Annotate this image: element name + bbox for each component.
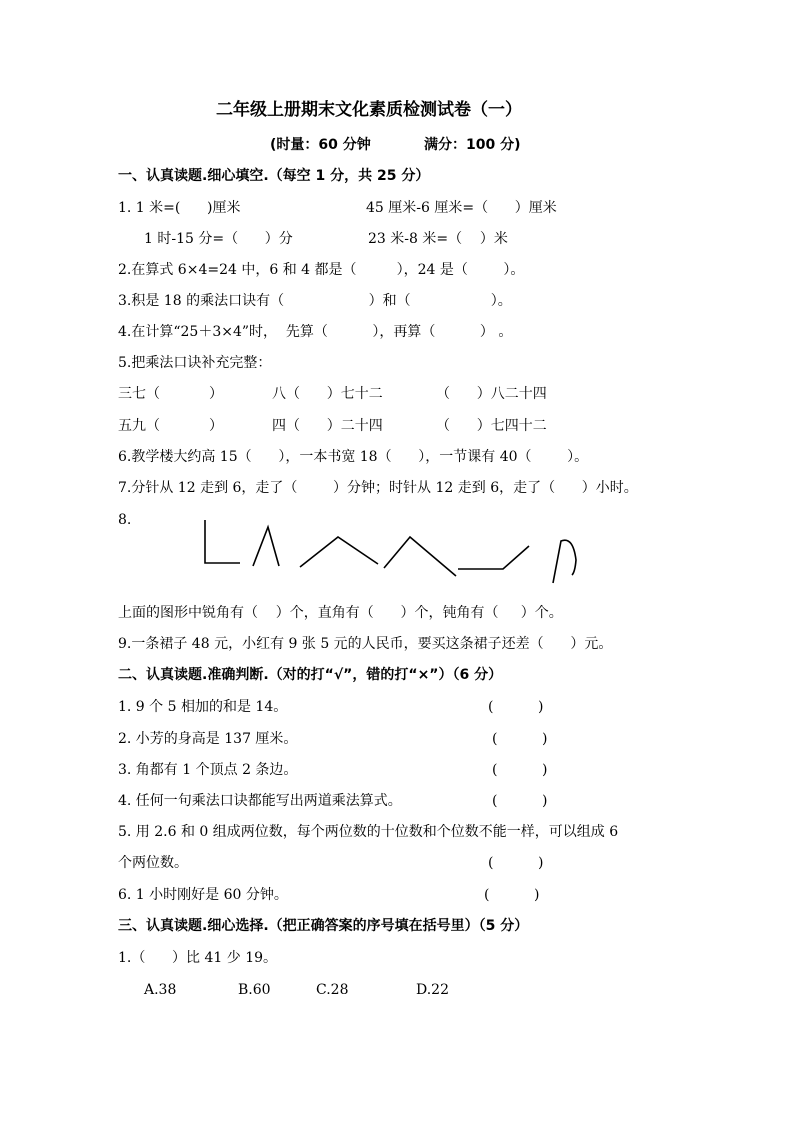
q1a: 1. 1 米=( )厘米 xyxy=(118,200,241,216)
q2: 2.在算式 6×4=24 中，6 和 4 都是（ ），24 是（ ）。 xyxy=(118,262,525,278)
q4: 4.在计算“25＋3×4”时， 先算（ ），再算（ ） 。 xyxy=(118,324,513,340)
judge-6: 6. 1 小时刚好是 60 分钟。 xyxy=(118,887,288,903)
q5-row2-b: 四（ ）二十四 xyxy=(272,418,383,434)
page-title: 二年级上册期末文化素质检测试卷（一） xyxy=(216,100,522,120)
angle-acute xyxy=(253,527,279,566)
q8-text: 上面的图形中锐角有（ ）个，直角有（ ）个，钝角有（ ）个。 xyxy=(118,605,563,621)
judge-1: 1. 9 个 5 相加的和是 14。 xyxy=(118,699,288,715)
q7: 7.分针从 12 走到 6，走了（ ）分钟；时针从 12 走到 6，走了（ ）小时。 xyxy=(118,480,638,496)
angle-obtuse-3 xyxy=(458,546,529,569)
option-b: B.60 xyxy=(238,982,271,998)
angle-obtuse-1 xyxy=(300,537,378,567)
option-d: D.22 xyxy=(416,982,449,998)
q3: 3.积是 18 的乘法口诀有（ ）和（ ）。 xyxy=(118,293,512,309)
option-c: C.28 xyxy=(316,982,349,998)
q5-row1-c: （ ）八二十四 xyxy=(436,386,547,402)
judge-1-paren: ( ) xyxy=(488,699,544,715)
q1b: 45 厘米-6 厘米=（ ）厘米 xyxy=(366,200,557,216)
time-limit: (时量：60 分钟 xyxy=(270,137,371,153)
judge-5-cont: 个两位数。 xyxy=(118,855,188,871)
angle-curved xyxy=(553,540,576,583)
angle-obtuse-2 xyxy=(384,537,456,576)
judge-5-paren: ( ) xyxy=(488,855,544,871)
judge-2: 2. 小芳的身高是 137 厘米。 xyxy=(118,731,298,747)
judge-3-paren: ( ) xyxy=(492,762,548,778)
judge-4-paren: ( ) xyxy=(492,793,548,809)
section3-heading: 三、认真读题.细心选择.（把正确答案的序号填在括号里）（5 分） xyxy=(118,918,529,934)
total-score: 满分：100 分) xyxy=(424,137,521,153)
q5-row1-a: 三七（ ） xyxy=(118,386,223,402)
q1d: 23 米-8 米=（ ）米 xyxy=(368,231,508,247)
angle-right xyxy=(205,520,240,563)
q5-row1-b: 八（ ）七十二 xyxy=(272,386,383,402)
option-a: A.38 xyxy=(144,982,177,998)
section1-heading: 一、认真读题.细心填空.（每空 1 分，共 25 分） xyxy=(118,168,430,184)
judge-5: 5. 用 2.6 和 0 组成两位数，每个两位数的十位数和个位数不能一样，可以组成 6 xyxy=(118,824,619,840)
q8-label: 8. xyxy=(118,512,132,528)
judge-6-paren: ( ) xyxy=(484,887,540,903)
q5: 5.把乘法口诀补充完整： xyxy=(118,355,272,371)
q5-row2-a: 五九（ ） xyxy=(118,418,223,434)
judge-2-paren: ( ) xyxy=(492,731,548,747)
choice-1: 1.（ ）比 41 少 19。 xyxy=(118,950,278,966)
q5-row2-c: （ ）七四十二 xyxy=(436,418,547,434)
section2-heading: 二、认真读题.准确判断.（对的打“√”，错的打“×”）（6 分） xyxy=(118,667,503,683)
q6: 6.教学楼大约高 15（ ），一本书宽 18（ ），一节课有 40（ ）。 xyxy=(118,449,589,465)
judge-4: 4. 任何一句乘法口诀都能写出两道乘法算式。 xyxy=(118,793,402,809)
q1c: 1 时-15 分=（ ）分 xyxy=(144,231,293,247)
judge-3: 3. 角都有 1 个顶点 2 条边。 xyxy=(118,762,298,778)
q9: 9.一条裙子 48 元，小红有 9 张 5 元的人民币，要买这条裙子还差（ ）元。 xyxy=(118,636,613,652)
